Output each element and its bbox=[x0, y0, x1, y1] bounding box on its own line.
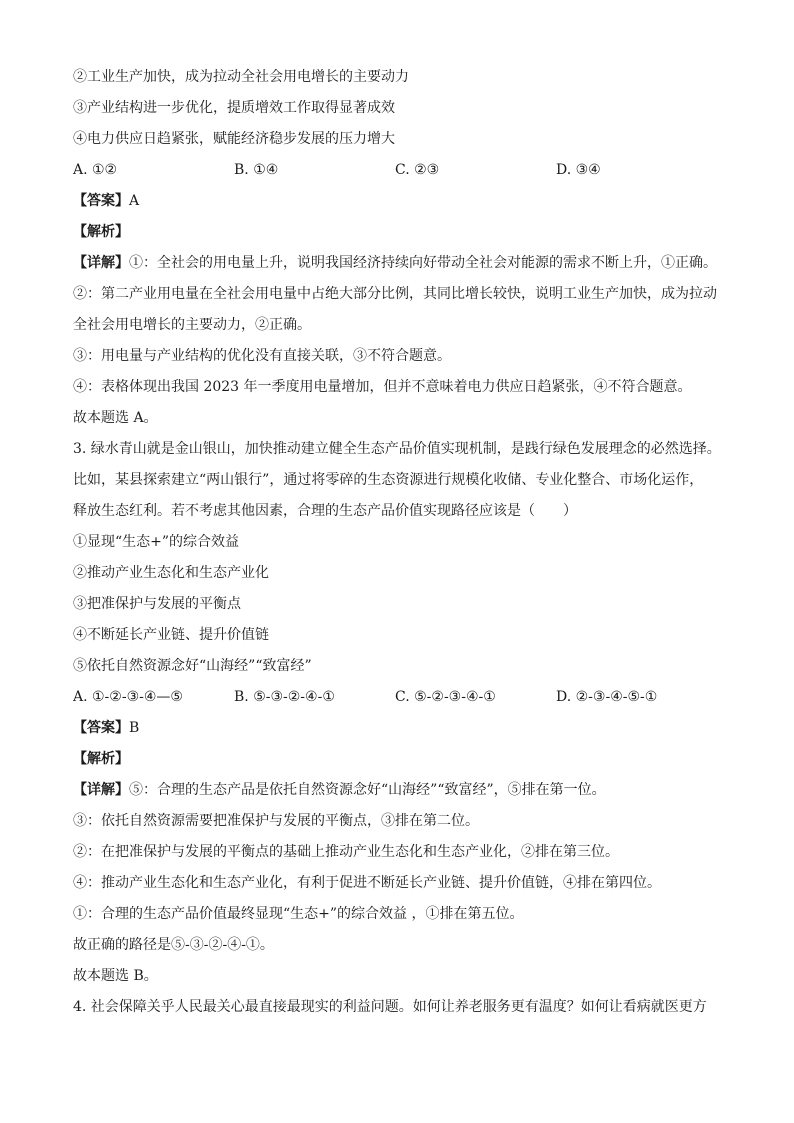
q3-choice-d: D. ②-③-④-⑤-① bbox=[556, 689, 658, 705]
q3-item-1: ①显现“生态+”的综合效益 bbox=[73, 534, 240, 550]
q3-detail-1 bbox=[73, 775, 723, 806]
q3-item-3: ③把准保护与发展的平衡点 bbox=[73, 596, 241, 612]
q2-option-item-2: ②工业生产加快，成为拉动全社会用电增长的主要动力 bbox=[73, 69, 409, 85]
q3-conclusion: 故本题选 B。 bbox=[73, 968, 158, 984]
document-page bbox=[73, 62, 723, 1023]
q3-item-5: ⑤依托自然资源念好“山海经”“致富经” bbox=[73, 658, 312, 674]
q2-answer bbox=[73, 186, 723, 217]
q3-stem-1: 3. 绿水青山就是金山银山，加快推动建立健全生态产品价值实现机制，是践行绿色发展理念的必然选择。 bbox=[73, 441, 721, 457]
q3-stem-3: 释放生态红利。若不考虑其他因素，合理的生态产品价值实现路径应该是（ ） bbox=[73, 503, 577, 519]
q2-option-item-3: ③产业结构进一步优化，提质增效工作取得显著成效 bbox=[73, 100, 395, 116]
q4-stem-1: 4. 社会保障关乎人民最关心最直接最现实的利益问题。如何让养老服务更有温度？如何让看病就医更方 bbox=[73, 999, 707, 1015]
q3-item-2: ②推动产业生态化和生态产业化 bbox=[73, 565, 269, 581]
q2-conclusion: 故本题选 A。 bbox=[73, 410, 158, 426]
q2-detail-4: ④：表格体现出我国 2023 年一季度用电量增加，但并不意味着电力供应日趋紧张，④不符合题意。 bbox=[73, 379, 692, 395]
q2-choice-a: A. ①② bbox=[73, 162, 118, 178]
answer-value: A bbox=[129, 193, 140, 209]
q2-analysis-label: 【解析】 bbox=[73, 224, 129, 240]
q3-item-4: ④不断延长产业链、提升价值链 bbox=[73, 627, 269, 643]
q3-path: 故正确的路径是⑤-③-②-④-①。 bbox=[73, 937, 274, 953]
q3-detail-4: ④：推动产业生态化和生态产业化，有利于促进不断延长产业链、提升价值链，④排在第四位。 bbox=[73, 875, 661, 891]
q3-choice-a: A. ①-②-③-④—⑤ bbox=[73, 689, 183, 705]
detail-text: ①：全社会的用电量上升，说明我国经济持续向好带动全社会对能源的需求不断上升，①正确。 bbox=[129, 255, 717, 271]
detail-text: ⑤：合理的生态产品是依托自然资源念好“山海经”“致富经”，⑤排在第一位。 bbox=[129, 782, 606, 798]
q3-detail-2: ③：依托自然资源需要把准保护与发展的平衡点，③排在第二位。 bbox=[73, 813, 479, 829]
q3-answer bbox=[73, 713, 723, 744]
q2-choice-d: D. ③④ bbox=[556, 162, 601, 178]
detail-label: 【详解】 bbox=[73, 782, 129, 798]
q2-detail-2a: ②：第二产业用电量在全社会用电量中占绝大部分比例，其同比增长较快，说明工业生产加快，成为拉动 bbox=[73, 286, 717, 302]
q2-detail-3: ③：用电量与产业结构的优化没有直接关联，③不符合题意。 bbox=[73, 348, 451, 364]
q2-detail-2b: 全社会用电增长的主要动力，②正确。 bbox=[73, 317, 311, 333]
q3-detail-3: ②：在把准保护与发展的平衡点的基础上推动产业生态化和生态产业化，②排在第三位。 bbox=[73, 844, 619, 860]
q2-choices bbox=[73, 155, 723, 186]
q2-detail-1 bbox=[73, 248, 723, 279]
answer-value: B bbox=[129, 720, 140, 736]
q2-choice-b: B. ①④ bbox=[234, 162, 279, 178]
q3-detail-5: ①：合理的生态产品价值最终显现“生态+”的综合效益 ，①排在第五位。 bbox=[73, 906, 524, 922]
detail-label: 【详解】 bbox=[73, 255, 129, 271]
q3-analysis-label: 【解析】 bbox=[73, 751, 129, 767]
q2-option-item-4: ④电力供应日趋紧张，赋能经济稳步发展的压力增大 bbox=[73, 131, 395, 147]
q3-choice-c: C. ⑤-②-③-④-① bbox=[395, 689, 496, 705]
q3-choice-b: B. ⑤-③-②-④-① bbox=[234, 689, 335, 705]
q2-choice-c: C. ②③ bbox=[395, 162, 440, 178]
q3-choices bbox=[73, 682, 723, 713]
q3-stem-2: 比如，某县探索建立“两山银行”，通过将零碎的生态资源进行规模化收储、专业化整合、市场化运作， bbox=[73, 472, 704, 488]
answer-label: 【答案】 bbox=[73, 193, 129, 209]
answer-label: 【答案】 bbox=[73, 720, 129, 736]
